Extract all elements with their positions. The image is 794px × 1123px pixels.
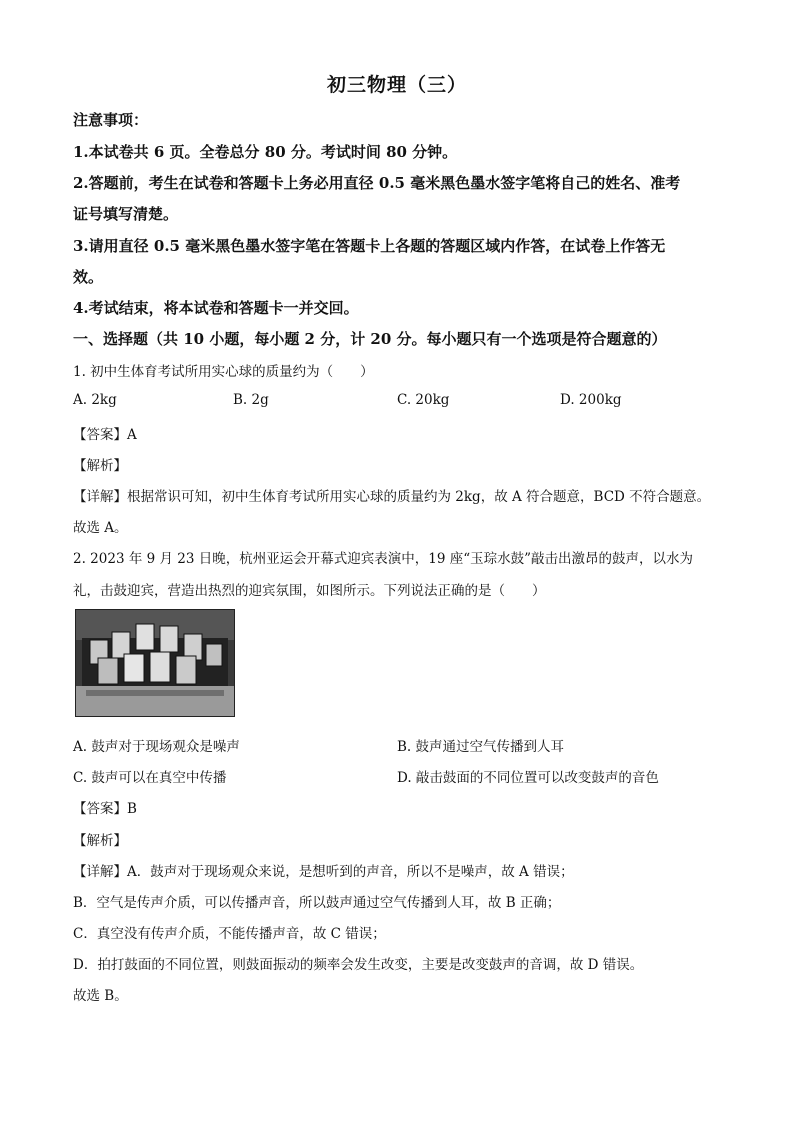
q1-detail-1: 【详解】根据常识可知，初中生体育考试所用实心球的质量约为 2kg，故 A 符合题意，BCD 不符合题意。 <box>73 489 711 505</box>
notice-item-2-cont: 证号填写清楚。 <box>73 205 179 223</box>
water-drum-photo-drawing <box>76 610 234 716</box>
q2-detail-5: 故选 B。 <box>73 988 128 1004</box>
section-heading: 一、选择题（共 10 小题，每小题 2 分，计 20 分。每小题只有一个选项是符合题意的） <box>73 330 667 348</box>
q1-stem: 1. 初中生体育考试所用实心球的质量约为（ ） <box>73 364 374 380</box>
q1-option-c: C. 20kg <box>397 392 450 408</box>
q2-stem-2: 礼，击鼓迎宾，营造出热烈的迎宾氛围，如图所示。下列说法正确的是（ ） <box>73 583 546 599</box>
q2-detail-4: D．拍打鼓面的不同位置，则鼓面振动的频率会发生改变，主要是改变鼓声的音调，故 D 错误。 <box>73 957 644 973</box>
q2-option-d: D. 敲击鼓面的不同位置可以改变鼓声的音色 <box>397 770 659 786</box>
water-drum-photo <box>75 609 235 717</box>
q2-detail-1: 【详解】A．鼓声对于现场观众来说，是想听到的声音，所以不是噪声，故 A 错误； <box>73 864 574 880</box>
q2-analysis: 【解析】 <box>73 833 127 849</box>
q1-option-b: B. 2g <box>233 392 269 408</box>
q1-answer: 【答案】A <box>73 427 137 443</box>
q2-stem-1: 2. 2023 年 9 月 23 日晚，杭州亚运会开幕式迎宾表演中，19 座“玉琮水鼓”敲击出激昂的鼓声，以水为 <box>73 551 694 567</box>
q1-detail-2: 故选 A。 <box>73 520 128 536</box>
notice-item-3-cont: 效。 <box>73 268 104 286</box>
q1-analysis: 【解析】 <box>73 458 127 474</box>
q2-detail-2: B．空气是传声介质，可以传播声音，所以鼓声通过空气传播到人耳，故 B 正确； <box>73 895 561 911</box>
q1-option-d: D. 200kg <box>560 392 622 408</box>
notice-item-3: 3.请用直径 0.5 毫米黑色墨水签字笔在答题卡上各题的答题区域内作答，在试卷上作答无 <box>73 237 666 255</box>
notice-heading: 注意事项： <box>73 111 149 129</box>
q2-answer: 【答案】B <box>73 801 137 817</box>
q2-option-a: A. 鼓声对于现场观众是噪声 <box>73 739 240 755</box>
page-title: 初三物理（三） <box>326 74 467 96</box>
notice-item-2: 2.答题前，考生在试卷和答题卡上务必用直径 0.5 毫米黑色墨水签字笔将自己的姓名、准考 <box>73 174 681 192</box>
q2-option-b: B. 鼓声通过空气传播到人耳 <box>397 739 565 755</box>
q2-detail-3: C．真空没有传声介质，不能传播声音，故 C 错误； <box>73 926 386 942</box>
notice-item-4: 4.考试结束，将本试卷和答题卡一并交回。 <box>73 299 359 317</box>
q1-option-a: A. 2kg <box>73 392 117 408</box>
notice-item-1: 1.本试卷共 6 页。全卷总分 80 分。考试时间 80 分钟。 <box>73 143 458 161</box>
q2-option-c: C. 鼓声可以在真空中传播 <box>73 770 227 786</box>
